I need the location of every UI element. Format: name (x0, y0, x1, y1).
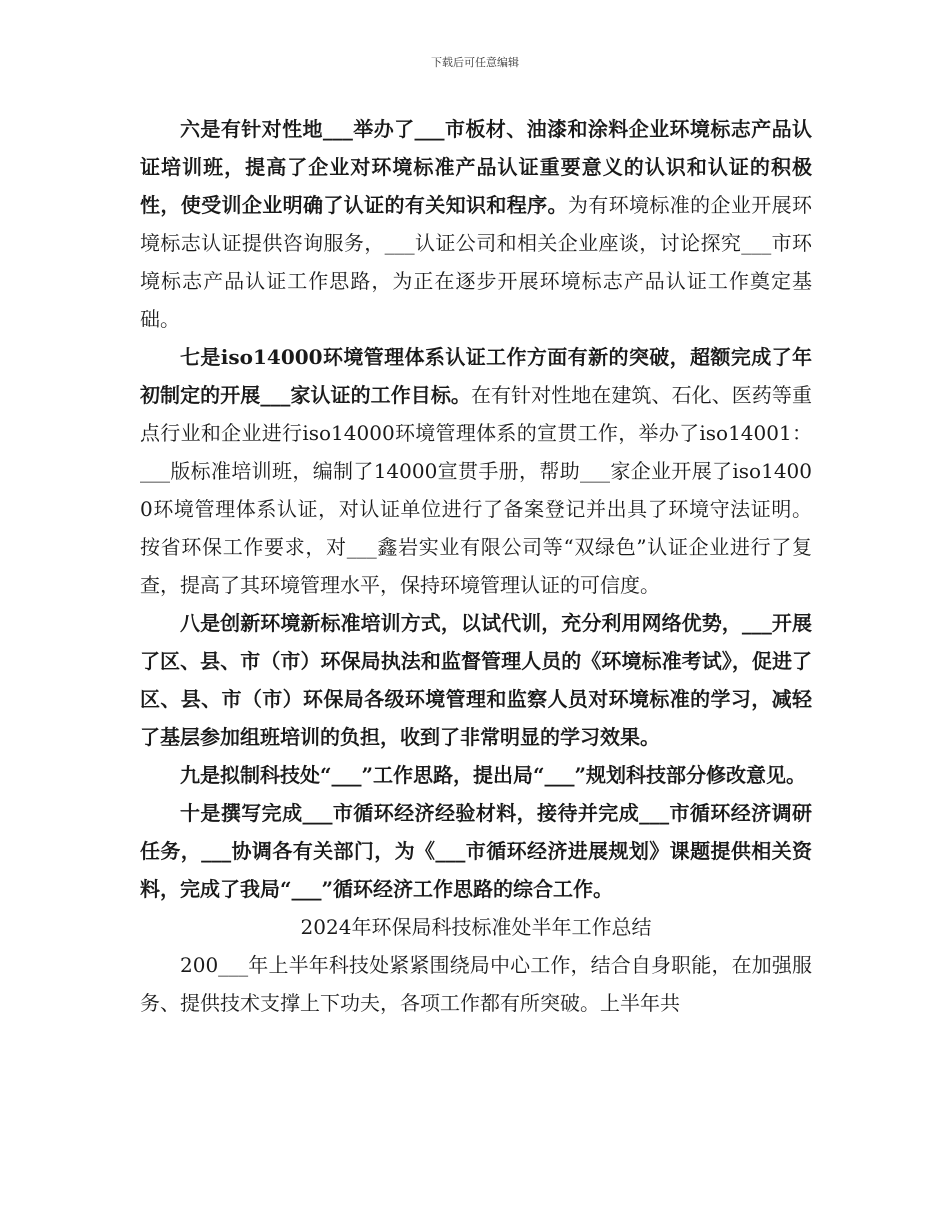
paragraph-lead: 九是拟制科技处“___”工作思路，提出局“___”规划科技部分修改意见。 (180, 763, 807, 787)
paragraph-ten (140, 794, 812, 908)
paragraph-nine (140, 756, 812, 794)
section-title: 2024年环保局科技标准处半年工作总结 (300, 915, 652, 939)
paragraph-seven (140, 338, 812, 604)
paragraph-text: 为有环境标准的企业开展环境标志认证提供咨询服务，___认证公司和相关企业座谈，讨论探究___市环境标志产品认证工作思路，为正在逐步开展环境标志产品认证工作奠定基础。 (140, 193, 812, 331)
paragraph-lead: 十是撰写完成___市循环经济经验材料，接待并完成___市循环经济调研任务，___协调各有关部门，为《___市循环经济进展规划》课题提供相关资料，完成了我局“___”循环经济工作思路的综合工作。 (140, 801, 812, 901)
paragraph-summary-intro: 200___年上半年科技处紧紧围绕局中心工作，结合自身职能，在加强服务、提供技术支撑上下功夫，各项工作都有所突破。上半年共 (140, 953, 812, 1015)
paragraph-lead: 八是创新环境新标准培训方式，以试代训，充分利用网络优势，___开展了区、县、市（市）环保局执法和监督管理人员的《环境标准考试》，促进了区、县、市（市）环保局各级环境管理和监察人员对环境标准的学习，减轻了基层参加组班培训的负担，收到了非常明显的学习效果。 (140, 611, 812, 749)
paragraph-lead: 六是有针对性地___举办了___市板材、油漆和涂料企业环境标志产品认证培训班，提高了企业对环境标准产品认证重要意义的认识和认证的积极性，使受训企业明确了认证的有关知识和程序。 (140, 117, 812, 217)
page-header: 下载后可任意编辑 (431, 56, 519, 69)
paragraph-eight (140, 604, 812, 756)
document-body (140, 110, 812, 1022)
paragraph-text: 在有针对性地在建筑、石化、医药等重点行业和企业进行iso14000环境管理体系的宣贯工作，举办了iso14001：___版标准培训班，编制了14000宣贯手册，帮助___家企业开展了iso14000环境管理体系认证，对认证单位进行了备案登记并出具了环境守法证明。按省环保工作要求，对___鑫岩实业有限公司等“双绿色”认证企业进行了复查，提高了其环境管理水平，保持环境管理认证的可信度。 (140, 383, 812, 597)
paragraph-six (140, 110, 812, 338)
paragraph-lead: 七是iso14000环境管理体系认证工作方面有新的突破，超额完成了年初制定的开展___家认证的工作目标。 (140, 345, 812, 407)
